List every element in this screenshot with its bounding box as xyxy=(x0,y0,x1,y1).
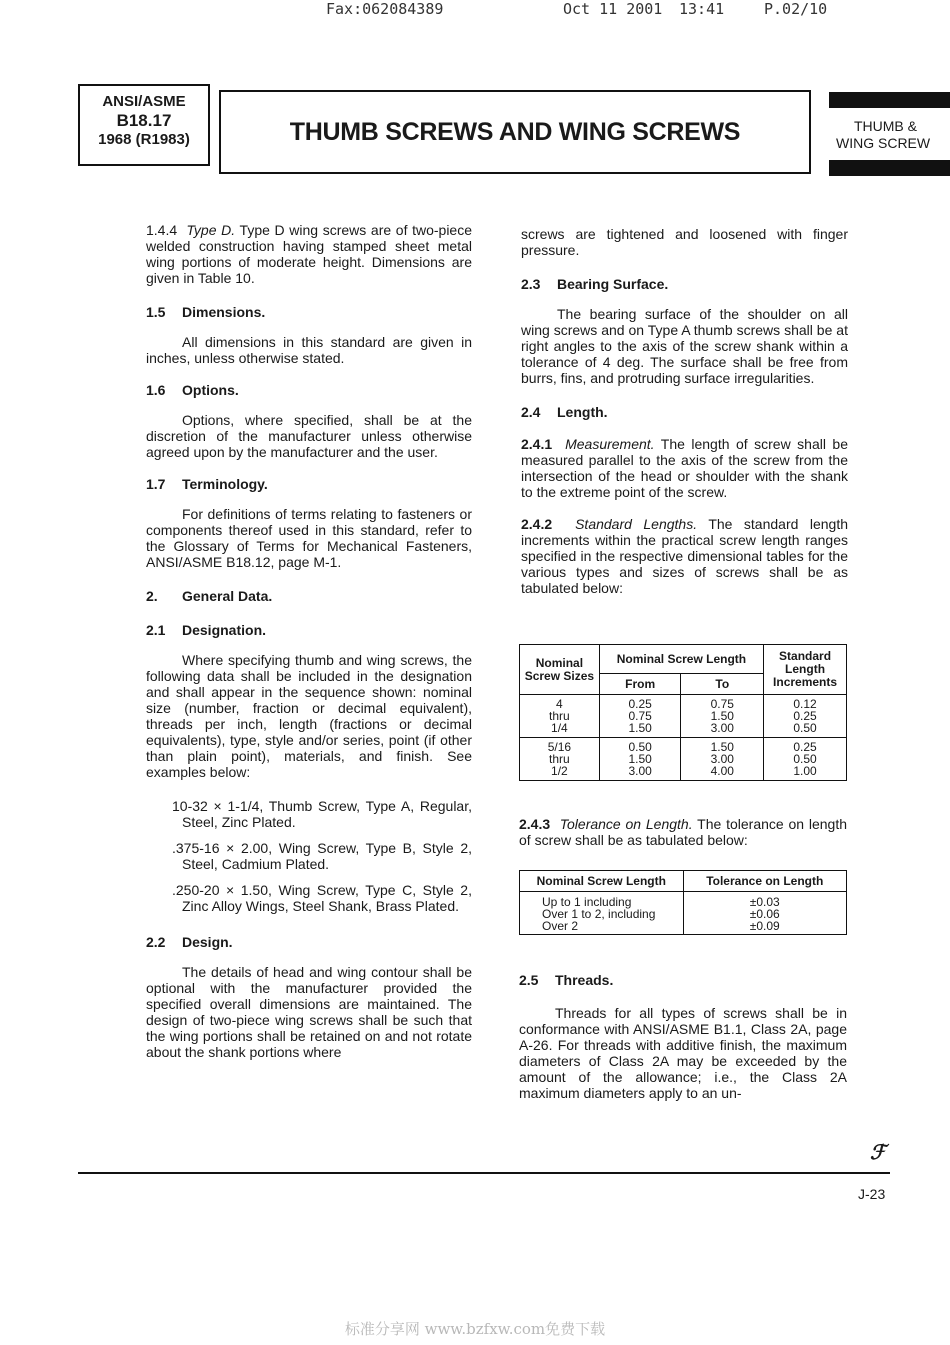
fax-time: 13:41 xyxy=(679,0,725,18)
para-label: Standard Lengths. xyxy=(575,516,698,532)
left-column xyxy=(146,222,472,1060)
side-tab xyxy=(836,118,950,152)
footer-rule xyxy=(78,1172,890,1174)
heading-1-7 xyxy=(146,476,472,492)
heading-number: 2.4 xyxy=(521,404,541,420)
para-text: Type D wing screws are of two-piece welded construction having stamped sheet metal wing portions of moderate height. Dimensions are given in Table 10. xyxy=(146,222,473,286)
heading-number: 1.7 xyxy=(146,476,166,492)
table-row xyxy=(520,738,847,781)
cell-sizes: 4 thru 1/4 xyxy=(520,695,600,738)
header-from: From xyxy=(599,674,681,695)
side-tab-line-2: WING SCREW xyxy=(836,135,931,151)
para-number: 2.4.2 xyxy=(521,516,553,532)
heading-title: Bearing Surface. xyxy=(557,276,669,292)
side-tab-bar-top xyxy=(829,92,950,108)
publisher-logo: ℱ xyxy=(870,1140,886,1164)
heading-number: 2.3 xyxy=(521,276,541,292)
cell-increment: 0.25 0.50 1.00 xyxy=(764,738,847,781)
standard-designation-box xyxy=(78,84,210,166)
cell-lengths: Up to 1 including Over 1 to 2, including Over 2 xyxy=(520,892,684,935)
header-nominal-length: Nominal Screw Length xyxy=(520,871,684,892)
para-2-4-1 xyxy=(521,436,848,500)
para-1-6: Options, where specified, shall be at the discretion of the manufacturer unless otherwise agreed upon by the manufacturer and the user. xyxy=(146,412,472,460)
heading-2-1 xyxy=(146,622,472,638)
heading-number: 2.1 xyxy=(146,622,166,638)
table-row xyxy=(520,695,847,738)
heading-title: Terminology. xyxy=(182,476,268,492)
example-2: .375-16 × 2.00, Wing Screw, Type B, Style 2, Steel, Cadmium Plated. xyxy=(172,840,472,872)
para-continued: screws are tightened and loosened with finger pressure. xyxy=(521,226,848,258)
para-2-1: Where specifying thumb and wing screws, the following data shall be included in the designation and shall appear in the sequence shown: nominal size (number, fraction or decimal equivalent), threads per inch, length (fractions or decimal equivalents), type, style and/or series, point (if other than plain point), materials, and finish. See examples below: xyxy=(146,652,472,780)
header-nominal-sizes: Nominal Screw Sizes xyxy=(520,645,600,695)
cell-tolerances: ±0.03 ±0.06 ±0.09 xyxy=(683,892,846,935)
heading-number: 2. xyxy=(146,588,158,604)
cell-sizes: 5/16 thru 1/2 xyxy=(520,738,600,781)
cell-to: 1.50 3.00 4.00 xyxy=(681,738,764,781)
para-1-4-4 xyxy=(146,222,472,286)
para-2-4-3 xyxy=(519,816,847,848)
cell-to: 0.75 1.50 3.00 xyxy=(681,695,764,738)
para-1-7: For definitions of terms relating to fasteners or components thereof used in this standard, refer to the Glossary of Terms for Mechanical Fasteners, ANSI/ASME B18.12, page M-1. xyxy=(146,506,472,570)
para-2-4-2 xyxy=(521,516,848,596)
header-tolerance: Tolerance on Length xyxy=(683,871,846,892)
para-number: 2.4.3 xyxy=(519,816,551,832)
heading-title: Length. xyxy=(557,404,608,420)
heading-title: Dimensions. xyxy=(182,304,266,320)
heading-2-5 xyxy=(519,972,847,988)
right-column xyxy=(521,226,848,596)
fax-page: P.02/10 xyxy=(764,0,828,18)
standard-line-2: B18.17 xyxy=(116,111,172,130)
heading-title: Options. xyxy=(182,382,239,398)
para-label: Type D. xyxy=(186,222,236,238)
para-number: 2.4.1 xyxy=(521,436,553,452)
standard-line-1: ANSI/ASME xyxy=(102,93,186,110)
cell-increment: 0.12 0.25 0.50 xyxy=(764,695,847,738)
heading-2-4 xyxy=(521,404,848,420)
right-column-bottom xyxy=(519,972,847,1101)
para-text: The length of screw shall be measured parallel to the axis of the screw from the intersection of the head or shoulder with the shank to the extreme point of the screw. xyxy=(521,436,848,500)
heading-2 xyxy=(146,588,472,604)
heading-title: Design. xyxy=(182,934,233,950)
para-label: Measurement. xyxy=(565,436,655,452)
fax-date: Oct 11 2001 xyxy=(563,0,663,18)
heading-title: Threads. xyxy=(555,972,614,988)
para-2-5: Threads for all types of screws shall be in conformance with ANSI/ASME B1.1, Class 2A, page A-26. For threads with additive finish, the maximum diameters of Class 2A may be exceeded by the amount of the allowance; i.e., the Class 2A maximum diameters apply to an un- xyxy=(519,1005,847,1101)
watermark: 标准分享网 www.bzfxw.com免费下载 xyxy=(344,1320,606,1338)
heading-title: General Data. xyxy=(182,588,273,604)
para-text: The standard length increments within the practical screw length ranges specified in the respective dimensional tables for the various types and sizes of screws shall be as tabulated below: xyxy=(521,516,849,596)
heading-number: 1.5 xyxy=(146,304,166,320)
page-number: J-23 xyxy=(858,1186,886,1202)
table-row xyxy=(520,892,847,935)
para-text: The tolerance on length of screw shall be as tabulated below: xyxy=(519,816,848,848)
header-increments: Standard Length Increments xyxy=(764,645,847,695)
heading-1-5 xyxy=(146,304,472,320)
header-nominal-length: Nominal Screw Length xyxy=(599,645,763,674)
para-1-5: All dimensions in this standard are given in inches, unless otherwise stated. xyxy=(146,334,472,366)
heading-1-6 xyxy=(146,382,472,398)
title-box xyxy=(219,90,811,174)
standard-lengths-table xyxy=(519,644,847,781)
example-1: 10-32 × 1-1/4, Thumb Screw, Type A, Regular, Steel, Zinc Plated. xyxy=(172,798,472,830)
standard-line-3: 1968 (R1983) xyxy=(98,131,190,148)
page-title: THUMB SCREWS AND WING SCREWS xyxy=(289,117,741,146)
right-column-mid xyxy=(519,816,847,848)
para-2-2: The details of head and wing contour shall be optional with the manufacturer provided the specified overall dimensions are maintained. The design of two-piece wing screws shall be such that the wing portions shall be retained on and not rotate about the shank portions where xyxy=(146,964,472,1060)
para-number: 1.4.4 xyxy=(146,222,178,238)
fax-number: Fax:062084389 xyxy=(326,0,444,18)
header-to: To xyxy=(681,674,764,695)
heading-2-2 xyxy=(146,934,472,950)
heading-number: 2.2 xyxy=(146,934,166,950)
side-tab-bar-bottom xyxy=(829,160,950,176)
cell-from: 0.25 0.75 1.50 xyxy=(599,695,681,738)
side-tab-line-1: THUMB & xyxy=(854,118,917,134)
para-2-3: The bearing surface of the shoulder on all wing screws and on Type A thumb screws shall be at right angles to the axis of the screw shank within a tolerance of 4 deg. The surface shall be free from burrs, fins, and protruding surface irregularities. xyxy=(521,306,848,386)
tolerance-table xyxy=(519,870,847,935)
heading-number: 1.6 xyxy=(146,382,166,398)
para-label: Tolerance on Length. xyxy=(559,816,693,832)
heading-number: 2.5 xyxy=(519,972,539,988)
heading-title: Designation. xyxy=(182,622,267,638)
example-3: .250-20 × 1.50, Wing Screw, Type C, Style 2, Zinc Alloy Wings, Steel Shank, Brass Plated. xyxy=(172,882,472,914)
heading-2-3 xyxy=(521,276,848,292)
cell-from: 0.50 1.50 3.00 xyxy=(599,738,681,781)
